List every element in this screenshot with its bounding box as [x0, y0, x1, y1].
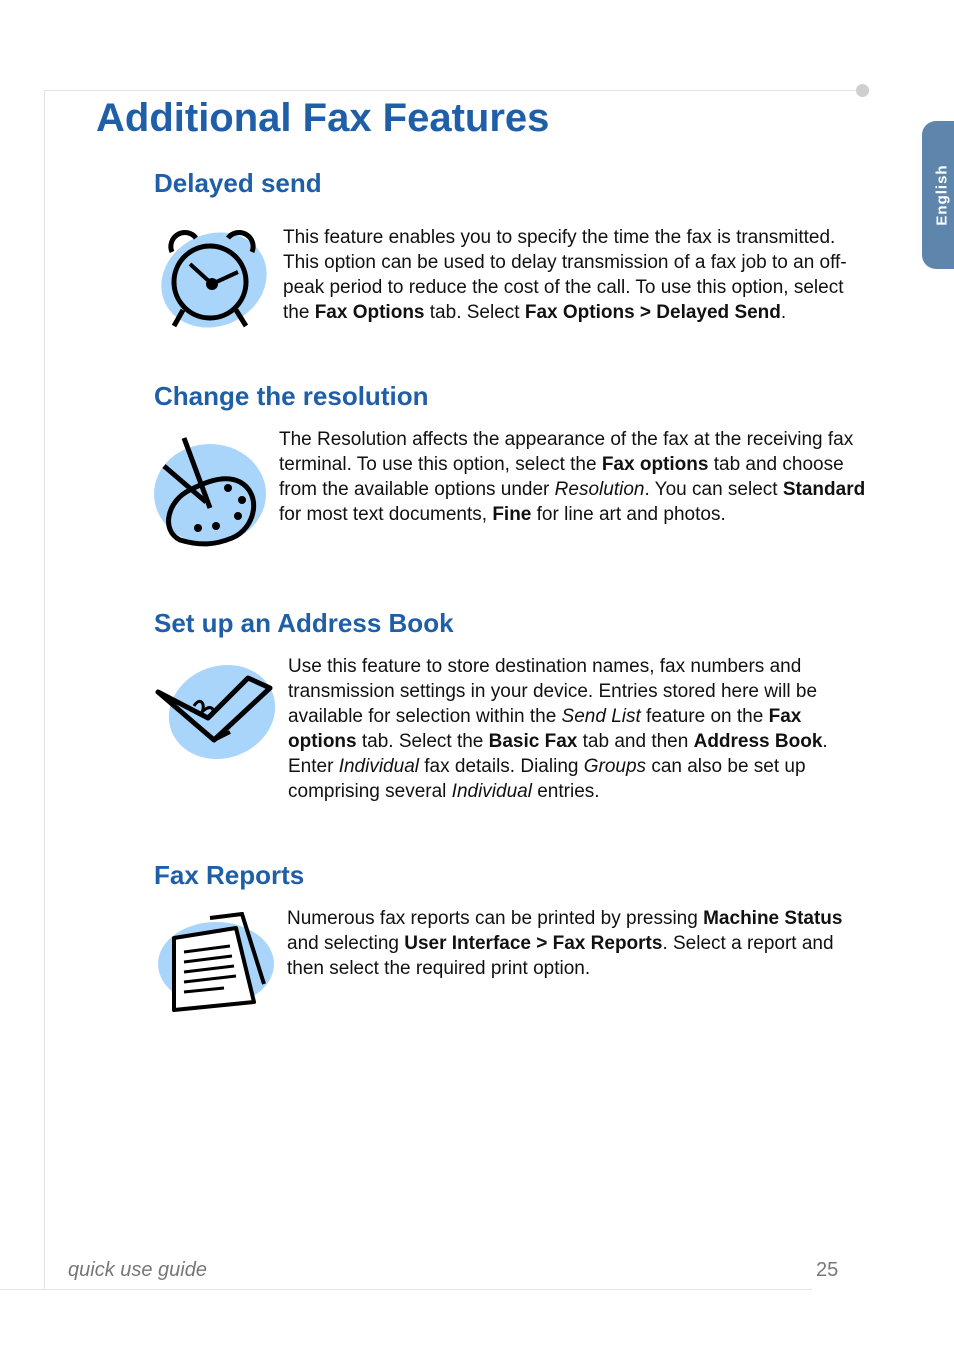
bold-text: Basic Fax	[488, 731, 578, 752]
section-heading-fax-reports: Fax Reports	[154, 860, 305, 890]
italic-text: Send List	[561, 706, 641, 727]
page-title: Additional Fax Features	[96, 96, 550, 140]
section-text-change-resolution: The Resolution affects the appearance of the fax at the receiving fax terminal. To use this option, select the Fax options tab and choose from the available options under Resolution. You can select Standard for most text documents, Fine for line art and photos.	[279, 429, 866, 525]
section-heading-change-resolution: Change the resolution	[154, 381, 429, 411]
page-frame-bottom-line	[0, 1289, 812, 1290]
page-frame-top-line	[44, 90, 860, 91]
report-document-icon	[154, 912, 276, 1021]
page-frame-left-line	[44, 90, 45, 1290]
bold-text: Fax options	[288, 706, 802, 752]
bold-text: Machine Status	[703, 908, 843, 929]
footer-guide-label: quick use guide	[68, 1259, 207, 1281]
bold-text: User Interface > Fax Reports	[404, 933, 663, 954]
bold-text: Fax options	[601, 454, 709, 475]
footer-page-number: 25	[816, 1259, 839, 1281]
alarm-clock-icon	[150, 226, 275, 337]
bold-text: Standard	[782, 479, 866, 500]
paint-palette-icon	[150, 430, 270, 557]
section-heading-address-book: Set up an Address Book	[154, 608, 454, 638]
address-book-icon	[154, 660, 276, 771]
section-heading-delayed-send: Delayed send	[154, 168, 322, 198]
section-text-fax-reports: Numerous fax reports can be printed by pressing Machine Status and selecting User Interface > Fax Reports. Select a report and then select the required print option.	[287, 908, 843, 979]
language-tab	[922, 121, 954, 269]
bold-text: Fine	[492, 504, 532, 525]
section-text-address-book: Use this feature to store destination names, fax numbers and transmission settings in your device. Entries stored here will be available for selection within the Send List feature on the Fax options tab. Select the Basic Fax tab and then Address Book. Enter Individual fax details. Dialing Groups can also be set up comprising several Individual entries.	[288, 656, 828, 802]
bold-text: Address Book	[693, 731, 823, 752]
corner-dot	[856, 84, 869, 97]
italic-text: Resolution	[554, 479, 645, 500]
bold-text: Fax Options > Delayed Send	[524, 302, 781, 323]
language-tab-label: English	[933, 164, 951, 226]
italic-text: Individual	[338, 756, 419, 777]
bold-text: Fax Options	[314, 302, 425, 323]
italic-text: Individual	[451, 781, 532, 802]
italic-text: Groups	[583, 756, 647, 777]
section-text-delayed-send: This feature enables you to specify the time the fax is transmitted. This option can be used to delay transmission of a fax job to an off-peak period to reduce the cost of the call. To use this option, select the Fax Options tab. Select Fax Options > Delayed Send.	[283, 227, 847, 323]
